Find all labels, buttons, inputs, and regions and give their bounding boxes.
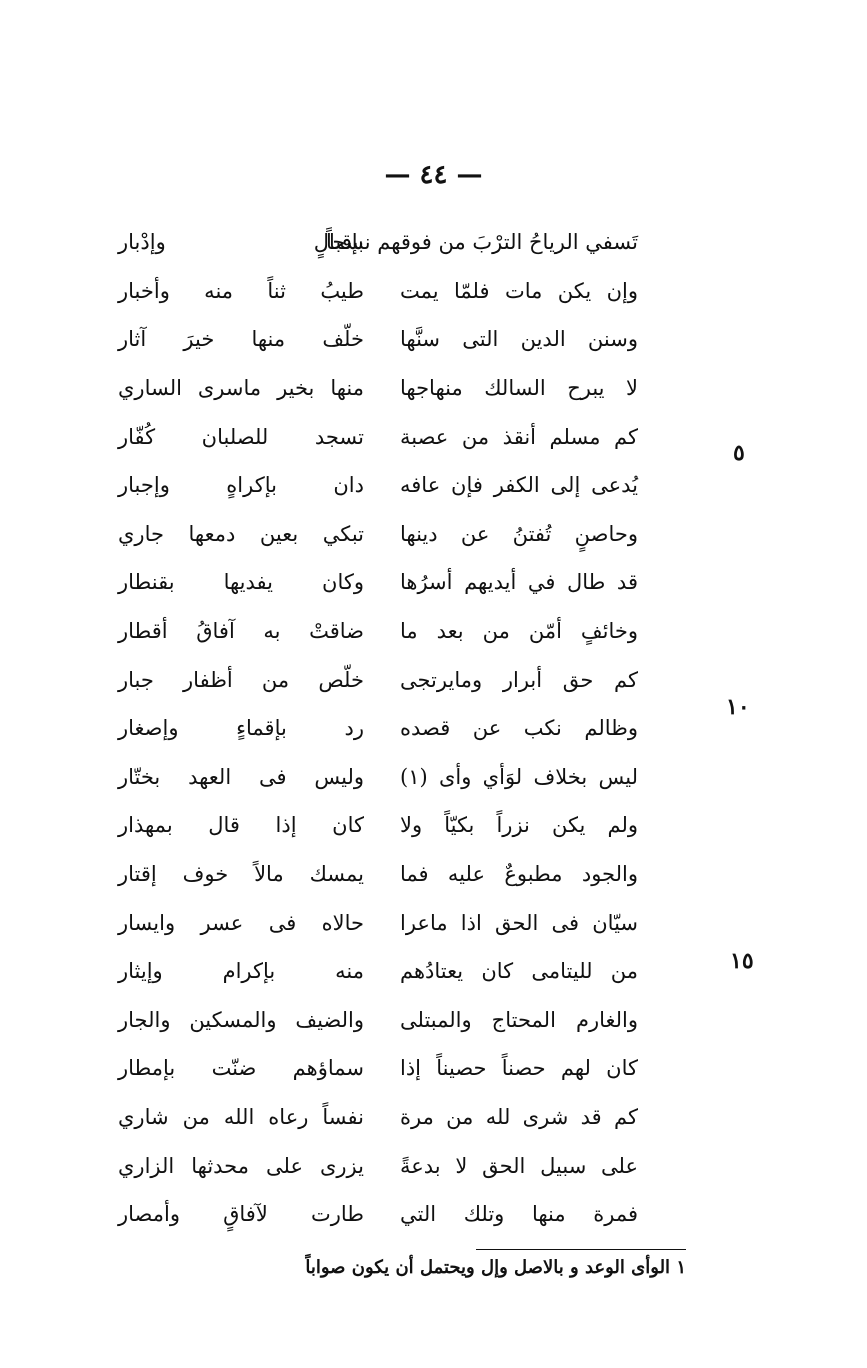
verse-second-hemistich: يمسك مالاً خوف إقتار	[118, 862, 364, 887]
verse	[118, 1141, 638, 1190]
verse	[118, 558, 638, 607]
verse-second-hemistich: تبكي بعين دمعها جاري	[118, 521, 364, 546]
verse	[118, 510, 638, 559]
verse-second-hemistich: خلّف منها خيرَ آثار	[118, 327, 364, 352]
verse	[118, 315, 638, 364]
verse-second-hemistich: دان بإكراهٍ وإجبار	[118, 473, 364, 498]
verse-first-hemistich: تَسفي الرياحُ الترْبَ من فوقهم نسجاً	[326, 230, 638, 255]
footnote: ١ الوأى الوعد و بالاصل وإل ويحتمل أن يكون صواباً	[305, 1257, 686, 1278]
verse-second-hemistich: تسجد للصلبان كُفّار	[118, 424, 364, 449]
verse	[118, 607, 638, 656]
verse-first-hemistich: يُدعى إلى الكفر فإن عافه	[400, 473, 638, 498]
poem-body	[118, 218, 638, 1238]
verse-first-hemistich: فمرة منها وتلك التي	[400, 1202, 638, 1227]
line-number-marker: ١٥	[730, 948, 754, 974]
verse-second-hemistich: رد بإقماءٍ وإصغار	[118, 716, 364, 741]
verse-second-hemistich: خلّص من أظفار جبار	[118, 667, 364, 692]
verse-second-hemistich: نفساً رعاه الله من شاري	[118, 1104, 364, 1129]
verse-second-hemistich: وليس فى العهد بختّار	[118, 764, 364, 789]
footnote-divider	[476, 1249, 686, 1250]
verse-second-hemistich: كان إذا قال بمهذار	[118, 813, 364, 838]
verse-first-hemistich: كم حق أبرار ومايرتجى	[400, 667, 638, 692]
verse-second-hemistich: سماؤهم ضنّت بإمطار	[118, 1056, 364, 1081]
verse	[118, 1093, 638, 1142]
verse-first-hemistich: كم مسلم أنقذ من عصبة	[400, 424, 638, 449]
verse-first-hemistich: لا يبرح السالك منهاجها	[400, 376, 638, 401]
line-number-marker: ١٠	[726, 694, 750, 720]
verse	[118, 1190, 638, 1239]
verse-first-hemistich: ولم يكن نزراً بكيّاً ولا	[400, 813, 638, 838]
verse-second-hemistich: طارت لآفاقٍ وأمصار	[118, 1202, 364, 1227]
verse-second-hemistich: وكان يفديها بقنطار	[118, 570, 364, 595]
verse-first-hemistich: وسنن الدين التى سنَّها	[400, 327, 638, 352]
verse	[118, 1044, 638, 1093]
verse	[118, 412, 638, 461]
verse	[118, 704, 638, 753]
verse-second-hemistich: منها بخير ماسرى الساري	[118, 376, 364, 401]
verse	[118, 996, 638, 1045]
verse	[118, 801, 638, 850]
verse	[118, 267, 638, 316]
verse-first-hemistich: وحاصنٍ تُفتنُ عن دينها	[400, 521, 638, 546]
verse-first-hemistich: كان لهم حصناً حصيناً إذا	[400, 1056, 638, 1081]
verse-first-hemistich: وظالم نكب عن قصده	[400, 716, 638, 741]
verse-first-hemistich: وخائفٍ أمّن من بعد ما	[400, 619, 638, 644]
verse	[118, 850, 638, 899]
verse-first-hemistich: سيّان فى الحق اذا ماعرا	[400, 910, 638, 935]
verse-first-hemistich: من لليتامى كان يعتادُهم	[400, 959, 638, 984]
verse	[118, 753, 638, 802]
verse-second-hemistich: حالاه فى عسر وايسار	[118, 910, 364, 935]
verse-second-hemistich: يزرى على محدثها الزاري	[118, 1153, 364, 1178]
verse-second-hemistich: ضاقتْ به آفاقُ أقطار	[118, 619, 364, 644]
page-number: — ٤٤ —	[384, 160, 483, 190]
verse-first-hemistich: ليس بخلاف لوَأي وأى (١)	[400, 764, 638, 789]
verse-first-hemistich: قد طال في أيديهم أسرُها	[400, 570, 638, 595]
verse-first-hemistich: والغارم المحتاج والمبتلى	[400, 1007, 638, 1032]
verse	[118, 947, 638, 996]
verse	[118, 655, 638, 704]
verse-second-hemistich: بإقبالٍ وإدْبار	[118, 230, 364, 255]
verse	[118, 461, 638, 510]
verse-second-hemistich: طيبُ ثناً منه وأخبار	[118, 278, 364, 303]
verse-first-hemistich: وإن يكن مات فلمّا يمت	[400, 278, 638, 303]
verse	[118, 898, 638, 947]
verse	[118, 364, 638, 413]
verse-second-hemistich: والضيف والمسكين والجار	[118, 1007, 364, 1032]
verse-first-hemistich: على سبيل الحق لا بدعةً	[400, 1153, 638, 1178]
verse-second-hemistich: منه بإكرام وإيثار	[118, 959, 364, 984]
line-number-marker: ٥	[733, 440, 745, 466]
verse	[118, 218, 638, 267]
verse-first-hemistich: كم قد شرى لله من مرة	[400, 1104, 638, 1129]
verse-first-hemistich: والجود مطبوعٌ عليه فما	[400, 862, 638, 887]
